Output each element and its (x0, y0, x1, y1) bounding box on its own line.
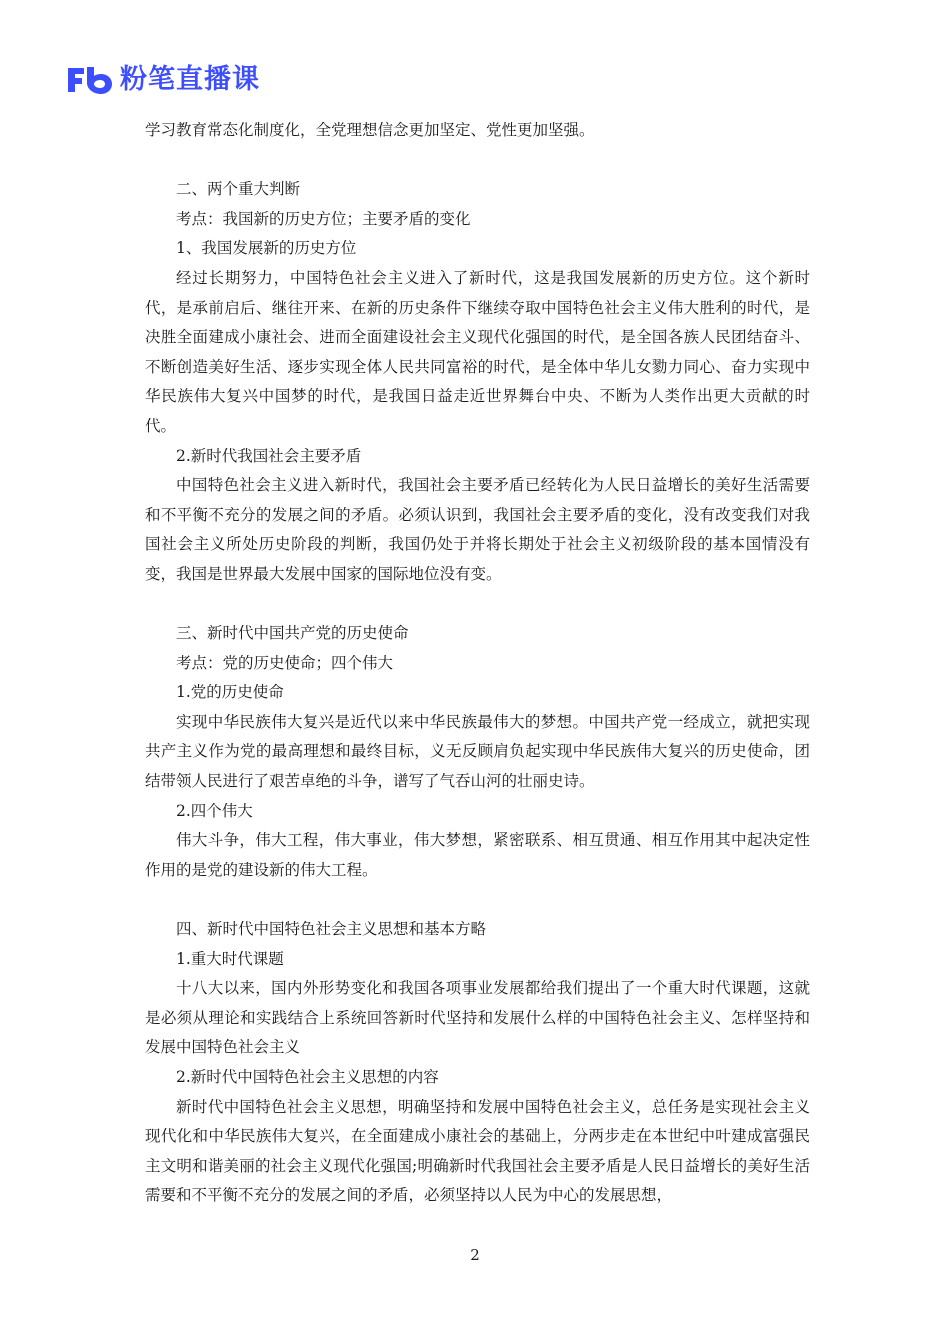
paragraph-main-contradiction: 中国特色社会主义进入新时代，我国社会主要矛盾已经转化为人民日益增长的美好生活需要和不平衡不充分的发展之间的矛盾。必须认识到，我国社会主要矛盾的变化，没有改变我们对我国社会主义所处历史阶段的判断，我国仍处于并将长期处于社会主义初级阶段的基本国情没有变，我国是世界最大发展中国家的国际地位没有变。 (145, 476, 810, 583)
section-gap (145, 146, 810, 176)
page-number: 2 (470, 1246, 480, 1264)
brand-logo (66, 58, 260, 102)
paragraph-thought-content: 新时代中国特色社会主义思想，明确坚持和发展中国特色社会主义，总任务是实现社会主义现代化和中华民族伟大复兴，在全面建成小康社会的基础上，分两步走在本世纪中叶建成富强民主文明和谐美丽的社会主义现代化强国;明确新时代我国社会主要矛盾是人民日益增长的美好生活需要和不平衡不充分的发展之间的矛盾，必须坚持以人民为中心的发展思想， (145, 1097, 810, 1205)
subheading-era-topic: 1.重大时代课题 (176, 949, 284, 968)
paragraph-historical-mission: 实现中华民族伟大复兴是近代以来中华民族最伟大的梦想。中国共产党一经成立，就把实现共产主义作为党的最高理想和最终目标，义无反顾肩负起实现中华民族伟大复兴的历史使命，团结带领人民进行了艰苦卓绝的斗争，谱写了气吞山河的壮丽史诗。 (145, 712, 810, 791)
exam-points-2: 考点：我国新的历史方位；主要矛盾的变化 (176, 209, 471, 228)
subheading-thought-content: 2.新时代中国特色社会主义思想的内容 (176, 1068, 439, 1086)
paragraph-continuation: 学习教育常态化制度化，全党理想信念更加坚定、党性更加坚强。 (145, 121, 595, 139)
paragraph-four-greats: 伟大斗争，伟大工程，伟大事业，伟大梦想，紧密联系、相互贯通、相互作用其中起决定性作用的是党的建设新的伟大工程。 (145, 831, 810, 879)
section-heading-2: 二、两个重大判断 (176, 180, 301, 199)
section-gap (145, 885, 810, 915)
fenbi-logo-icon (66, 65, 114, 95)
section-heading-4: 四、新时代中国特色社会主义思想和基本方略 (176, 920, 487, 939)
document-body (145, 116, 810, 1211)
section-gap (145, 590, 810, 620)
paragraph-historical-position: 经过长期努力，中国特色社会主义进入了新时代，这是我国发展新的历史方位。这个新时代，是承前启后、继往开来、在新的历史条件下继续夺取中国特色社会主义伟大胜利的时代，是决胜全面建成小康社会、进而全面建设社会主义现代化强国的时代，是全国各族人民团结奋斗、不断创造美好生活、逐步实现全体人民共同富裕的时代，是全体中华儿女勠力同心、奋力实现中华民族伟大复兴中国梦的时代，是我国日益走近世界舞台中央、不断为人类作出更大贡献的时代。 (145, 268, 810, 435)
subheading-historical-mission: 1.党的历史使命 (176, 683, 284, 702)
subheading-four-greats: 2.四个伟大 (176, 801, 253, 820)
subheading-historical-position: 1、我国发展新的历史方位 (176, 239, 357, 258)
exam-points-3: 考点：党的历史使命；四个伟大 (176, 653, 394, 672)
paragraph-era-topic: 十八大以来，国内外形势变化和我国各项事业发展都给我们提出了一个重大时代课题，这就是必须从理论和实践结合上系统回答新时代坚持和发展什么样的中国特色社会主义、怎样坚持和发展中国特色社会主义 (145, 979, 810, 1057)
subheading-main-contradiction: 2.新时代我国社会主要矛盾 (176, 446, 362, 465)
logo-text: 粉笔直播课 (120, 64, 260, 95)
section-heading-3: 三、新时代中国共产党的历史使命 (176, 624, 409, 643)
